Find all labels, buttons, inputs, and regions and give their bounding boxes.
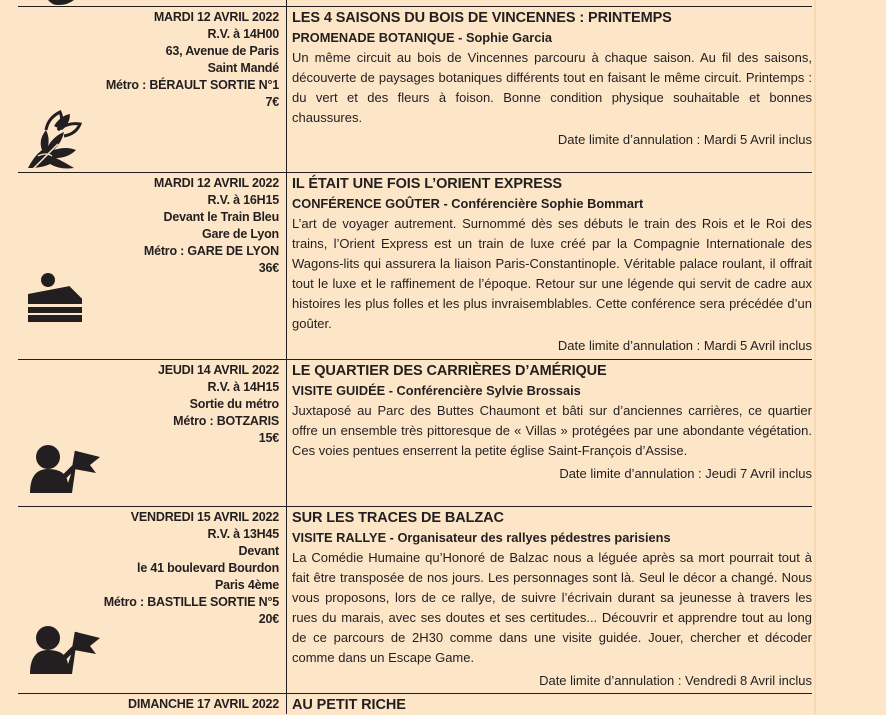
event-detail: Métro : BASTILLE SORTIE N°5 — [103, 595, 279, 609]
event-description: Juxtaposé au Parc des Buttes Chaumont et bâti sur d’anciennes carrières, ce quartier offre un ensemble très pittoresque de « Villas » protégées par une abondante végétation. Ces voies pentues enserrent la petite église Saint-François d’Assise. — [292, 403, 812, 458]
event-price: 7€ — [265, 95, 279, 109]
event-detail: Devant — [238, 544, 279, 558]
events-page — [18, 0, 812, 714]
page-edge — [814, 0, 816, 714]
event-detail: Métro : GARE DE LYON — [143, 244, 279, 258]
event-deadline: Date limite d’annulation : Jeudi 7 Avril inclus — [559, 466, 812, 481]
event-item — [18, 172, 812, 358]
event-price: 20€ — [258, 612, 279, 626]
event-item — [18, 693, 812, 714]
event-detail: Gare de Lyon — [201, 227, 279, 241]
event-date: MARDI 12 AVRIL 2022 — [153, 176, 279, 190]
cake-icon — [26, 272, 84, 326]
event-meta — [18, 509, 279, 628]
event-content — [292, 509, 812, 690]
event-detail: R.V. à 13H45 — [207, 527, 279, 541]
flower-icon — [24, 106, 92, 172]
event-subtitle: VISITE RALLYE - Organisateur des rallyes pédestres parisiens — [292, 530, 671, 545]
event-date: JEUDI 14 AVRIL 2022 — [157, 363, 279, 377]
partial-icon — [18, 0, 82, 6]
event-detail: Métro : BÉRAULT SORTIE N°1 — [105, 78, 279, 92]
event-meta — [18, 362, 279, 447]
event-subtitle: VISITE GUIDÉE - Conférencière Sylvie Brossais — [292, 383, 581, 398]
event-detail: Sortie du métro — [189, 397, 279, 411]
event-price: 36€ — [258, 261, 279, 275]
event-detail: Saint Mandé — [207, 61, 279, 75]
event-detail: 63, Avenue de Paris — [165, 44, 279, 58]
event-detail: R.V. à 14H00 — [207, 27, 279, 41]
event-detail: R.V. à 16H15 — [207, 193, 279, 207]
event-date: DIMANCHE 17 AVRIL 2022 — [128, 697, 279, 711]
event-subtitle: CONFÉRENCE GOÛTER - Conférencière Sophie Bommart — [292, 196, 644, 211]
event-deadline: Date limite d’annulation : Mardi 5 Avril inclus — [557, 338, 812, 353]
event-title: LE QUARTIER DES CARRIÈRES D’AMÉRIQUE — [292, 363, 607, 379]
event-price: 15€ — [258, 431, 279, 445]
event-detail: Devant le Train Bleu — [163, 210, 279, 224]
event-meta — [18, 696, 279, 713]
event-meta — [18, 9, 279, 111]
event-deadline: Date limite d’annulation : Vendredi 8 Avril inclus — [539, 673, 812, 688]
event-item — [18, 6, 812, 172]
event-description: L’art de voyager autrement. Surnommé dès ses débuts le train des Rois et le Roi des trains, l’Orient Express est un train de luxe créé par la Compagnie Internationale des Wagons-lits qui assurera la liaison Paris-Constantinople. Véritable palace roulant, il offrait tout le luxe et le raffinement de l’époque. Retour sur une légende qui servit de cadre aux histoires les plus folles et les plus invraisemblables. Cette conférence sera précédée d’un goûter. — [292, 216, 812, 331]
event-subtitle: PROMENADE BOTANIQUE - Sophie Garcia — [292, 30, 552, 45]
event-title: AU PETIT RICHE — [292, 697, 406, 713]
guide-flag-icon — [24, 624, 102, 674]
event-title: IL ÉTAIT UNE FOIS L’ORIENT EXPRESS — [292, 176, 562, 192]
event-date: VENDREDI 15 AVRIL 2022 — [130, 510, 279, 524]
event-content — [292, 696, 812, 715]
event-deadline: Date limite d’annulation : Mardi 5 Avril inclus — [557, 132, 812, 147]
event-detail: Paris 4ème — [214, 578, 279, 592]
event-meta — [18, 175, 279, 277]
event-content — [292, 175, 812, 355]
event-title: LES 4 SAISONS DU BOIS DE VINCENNES : PRINTEMPS — [292, 10, 672, 26]
guide-flag-icon — [24, 443, 102, 493]
event-date: MARDI 12 AVRIL 2022 — [153, 10, 279, 24]
event-item — [18, 506, 812, 692]
event-detail: Métro : BOTZARIS — [173, 414, 279, 428]
event-content — [292, 362, 812, 483]
event-detail: R.V. à 14H15 — [207, 380, 279, 394]
event-description: La Comédie Humaine qu’Honoré de Balzac nous a léguée après sa mort pourrait tout à fait être transposée de nos jours. Les personnages sont là. Seul le décor a changé. Nous vous proposons, lors de ce rallye, de suivre l’écrivain durant sa jeunesse à travers les rues du marais, avec ses doutes et ses certitudes... Découvrir et apprendre tout au long de ce parcours de 2H30 comme dans une visite guidée. Jouer, chercher et décoder comme dans un Escape Game. — [292, 550, 812, 665]
event-detail: le 41 boulevard Bourdon — [137, 561, 279, 575]
event-content — [292, 9, 812, 149]
event-description: Un même circuit au bois de Vincennes parcouru à chaque saison. Au fil des saisons, découverte de paysages botaniques différents tout en faisant le même circuit. Printemps : du vert et des fleurs à foison. Bonne condition physique souhaitable et bonnes chaussures. — [292, 50, 812, 125]
event-title: SUR LES TRACES DE BALZAC — [292, 510, 504, 526]
event-item — [18, 359, 812, 505]
